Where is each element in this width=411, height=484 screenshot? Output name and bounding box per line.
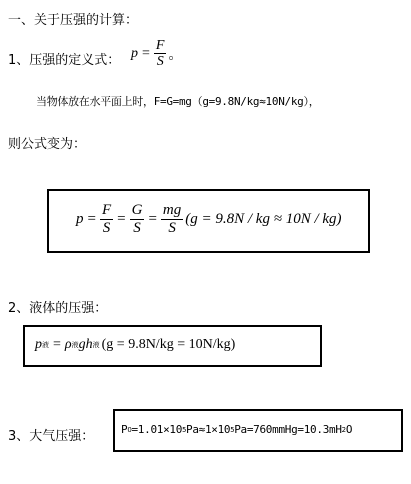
definition-formula: [131, 38, 182, 70]
f1-numerator-g: G: [131, 202, 143, 218]
liquid-p-subscript: 液: [42, 341, 49, 349]
liquid-formula: [35, 337, 235, 353]
f1-denominator-s: S: [100, 219, 113, 237]
atm-part-1: =1.01×10: [131, 423, 183, 436]
liquid-equals: =: [53, 337, 61, 352]
atm-symbol-p: P: [121, 423, 128, 436]
atm-exponent-1: 5: [182, 425, 186, 434]
f1-numerator-mg: mg: [162, 202, 182, 218]
liquid-symbol-p: p: [35, 337, 42, 352]
liquid-symbol-rho: ρ: [64, 337, 72, 352]
f1-numerator-f: F: [101, 202, 112, 218]
atmospheric-formula: [121, 423, 352, 436]
horizontal-surface-note: 当物体放在水平面上时，F=G=mg（g=9.8N/kg≈10N/kg），: [36, 95, 320, 108]
atm-h2o-subscript: 2: [341, 425, 346, 434]
section-heading: 一、关于压强的计算：: [8, 13, 139, 28]
item1-label: 1、压强的定义式：: [8, 53, 121, 68]
def-denominator: S: [154, 53, 167, 69]
f1-fraction-mg-s: [161, 202, 183, 236]
f1-equals-3: =: [148, 210, 157, 227]
def-period: 。: [168, 46, 183, 63]
liquid-rho-subscript: 液: [71, 341, 79, 349]
atmospheric-pressure-label: 3、大气压强：: [8, 429, 95, 444]
def-numerator: F: [155, 38, 165, 53]
liquid-pressure-label: 2、液体的压强：: [8, 301, 108, 316]
f1-denominator-s3: S: [161, 219, 183, 237]
atm-p-subscript: 0: [127, 425, 132, 434]
f1-fraction-f-s: [100, 202, 113, 236]
f1-fraction-g-s: [130, 202, 145, 236]
f1-equals-1: =: [87, 210, 96, 227]
f1-symbol-p: p: [76, 210, 84, 227]
formula-becomes-text: 则公式变为：: [8, 137, 87, 152]
f1-denominator-s2: S: [130, 219, 145, 237]
pressure-formula: [76, 202, 342, 236]
atm-exponent-2: 5: [230, 425, 235, 434]
def-equals: =: [142, 45, 150, 61]
atm-part-3: Pa=760mmHg=10.3mH: [234, 423, 342, 436]
f1-equals-2: =: [117, 210, 126, 227]
atm-part-2: Pa≈1×10: [186, 423, 231, 436]
f1-gravity-note: (g = 9.8N / kg ≈ 10N / kg): [185, 210, 342, 227]
liquid-symbol-gh: gh: [78, 337, 93, 352]
def-fraction: [154, 38, 167, 70]
liquid-gravity-note: (g = 9.8N/kg = 10N/kg): [101, 337, 236, 352]
liquid-h-subscript: 液: [92, 341, 100, 349]
atm-part-4: O: [345, 423, 353, 436]
def-symbol-p: p: [131, 45, 138, 61]
